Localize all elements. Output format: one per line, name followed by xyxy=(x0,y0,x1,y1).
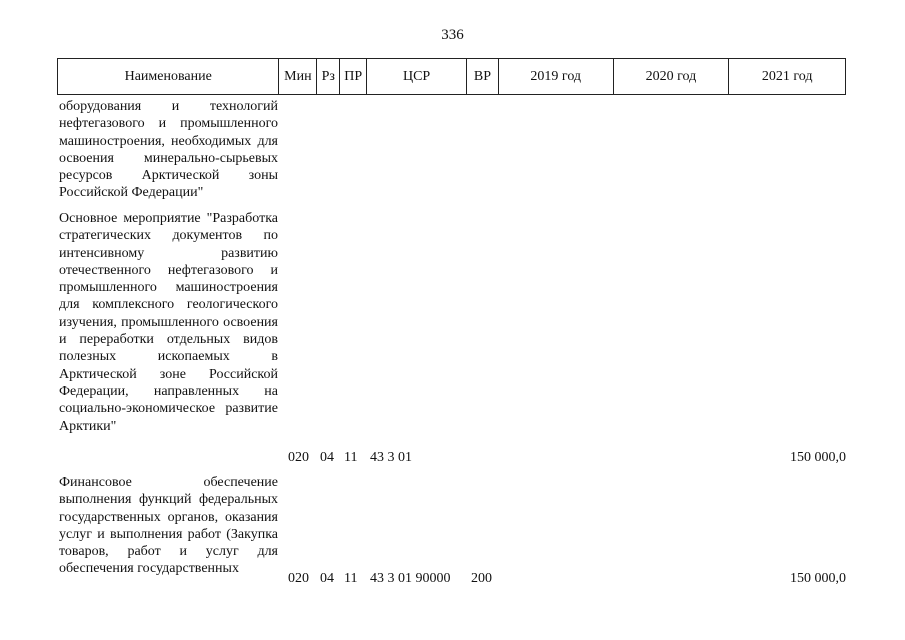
row-name: оборудования и технологий нефтегазового и промышленного машиностроения, необходимых для освоения минерально-сырьевых ресурсов Арктической зоны Российской Федерации" xyxy=(59,99,278,201)
row-rz: 04 xyxy=(320,571,334,586)
table-row xyxy=(57,474,846,614)
row-vr: 200 xyxy=(471,571,492,586)
header-2021: 2021 год xyxy=(761,68,813,84)
table-row xyxy=(57,210,846,466)
row-name: Основное мероприятие "Разработка стратегических документов по интенсивному развитию отечественного нефтегазового и промышленного машиностроения для комплексного геологического изучения, промышленного освоения и переработки отдельных видов полезных ископаемых в Арктической зоне Российской Федерации, направленных на социально-экономическое развитие Арктики" xyxy=(59,211,278,434)
row-rz: 04 xyxy=(320,450,334,465)
header-pr: ПР xyxy=(340,59,367,94)
row-min: 020 xyxy=(288,450,309,465)
header-2019: 2019 год xyxy=(499,59,614,94)
table-row xyxy=(57,98,846,202)
page-number: 336 xyxy=(441,27,464,43)
header-min: Мин xyxy=(279,59,317,94)
row-pr: 11 xyxy=(344,571,358,586)
row-csr: 43 3 01 90000 xyxy=(370,571,451,586)
row-amount-2021: 150 000,0 xyxy=(790,450,846,465)
row-csr: 43 3 01 xyxy=(370,450,412,465)
header-csr: ЦСР xyxy=(367,59,467,94)
row-amount-2021: 150 000,0 xyxy=(790,571,846,586)
header-rz: Рз xyxy=(317,59,340,94)
header-vr: ВР xyxy=(467,59,499,94)
header-name: Наименование xyxy=(58,59,279,94)
row-name: Финансовое обеспечение выполнения функций федеральных государственных органов, оказания услуг и выполнения работ (Закупка товаров, работ и услуг для обеспечения государственных xyxy=(59,475,278,577)
table-header xyxy=(57,58,846,95)
row-min: 020 xyxy=(288,571,309,586)
header-2020: 2020 год xyxy=(614,59,730,94)
row-pr: 11 xyxy=(344,450,358,465)
